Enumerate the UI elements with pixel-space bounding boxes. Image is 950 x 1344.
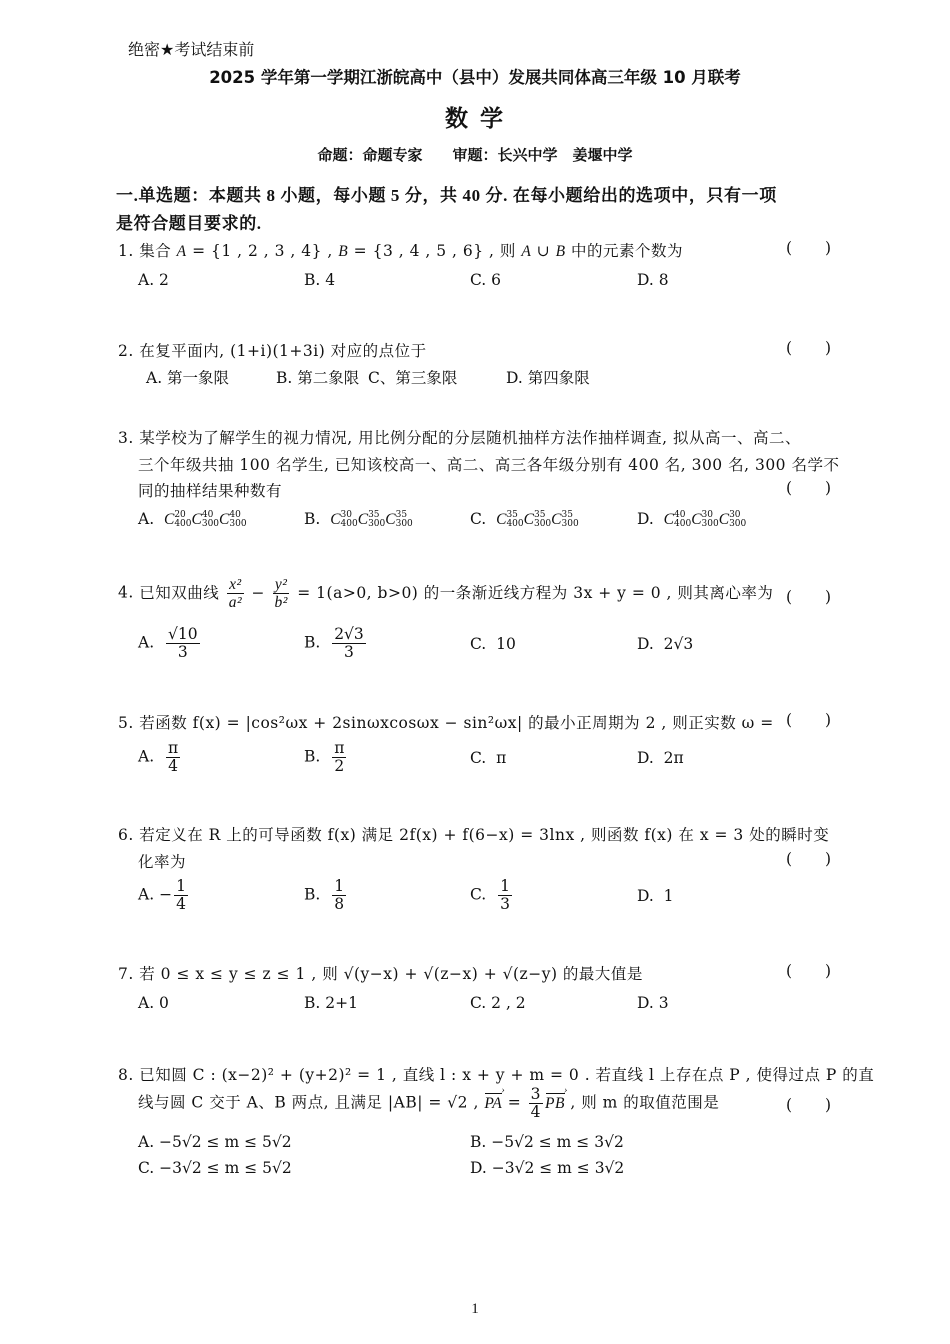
section-heading-line1: 一.单选题：本题共 8 小题，每小题 5 分，共 40 分. 在每小题给出的选项中，只有一项 <box>116 186 777 205</box>
option-b[interactable]: B. 第二象限 <box>276 369 360 387</box>
option-a[interactable]: A. $\frac{√10}{3}$ <box>138 625 198 662</box>
option-c[interactable]: C. 10 <box>470 635 516 653</box>
question-number: 2. <box>118 342 134 360</box>
option-c[interactable]: C. 2 , 2 <box>470 994 526 1012</box>
option-b[interactable]: B. $\frac{1}{8}$ <box>304 877 345 914</box>
question-stem-line1: 已知圆 C : (x−2)² + (y+2)² = 1 , 直线 l : x + y + m = 0 . 若直线 l 上存在点 P , 使得过点 P 的直 <box>139 1066 875 1084</box>
option-a[interactable]: A. 0 <box>138 994 169 1012</box>
answer-blank[interactable]: ( ) <box>786 711 846 729</box>
exam-title: 2025 学年第一学期江浙皖高中（县中）发展共同体高三年级 10 月联考 <box>209 68 741 87</box>
answer-blank[interactable]: ( ) <box>786 339 846 357</box>
option-a[interactable]: A. 第一象限 <box>146 369 230 387</box>
question-number: 1. <box>118 242 134 260</box>
question-number: 5. <box>118 714 134 732</box>
option-d[interactable]: D. 3 <box>637 994 669 1012</box>
option-c[interactable]: C. C 35 400 C 35 300 C 35 300 <box>470 510 579 529</box>
option-d[interactable]: D. −3√2 ≤ m ≤ 3√2 <box>470 1159 625 1177</box>
question-stem: 在复平面内, (1+i)(1+3i) 对应的点位于 <box>139 342 427 360</box>
option-b[interactable]: B. $\frac{2√3}{3}$ <box>304 625 364 662</box>
option-c[interactable]: C. −3√2 ≤ m ≤ 5√2 <box>138 1159 292 1177</box>
answer-blank[interactable]: ( ) <box>786 850 846 868</box>
subject-title: 数 学 <box>444 106 505 132</box>
question-stem: 若函数 f(x) = |cos²ωx + 2sinωxcosωx − sin²ωx| 的最小正周期为 2 , 则正实数 ω = <box>139 714 774 732</box>
option-c[interactable]: C. $\frac{1}{3}$ <box>470 877 510 914</box>
option-b[interactable]: B. $\frac{\pi}{2}$ <box>304 739 345 776</box>
option-a[interactable]: A. 2 <box>138 271 169 289</box>
option-c[interactable]: C、第三象限 <box>368 369 458 387</box>
answer-blank[interactable]: ( ) <box>786 1096 846 1114</box>
answer-blank[interactable]: ( ) <box>786 479 846 497</box>
section-heading-line2: 是符合题目要求的. <box>116 214 262 233</box>
option-a[interactable]: A. $\frac{\pi}{4}$ <box>138 739 179 776</box>
question-number: 8. <box>118 1066 134 1084</box>
answer-blank[interactable]: ( ) <box>786 239 846 257</box>
question-stem-line2: 三个年级共抽 100 名学生, 已知该校高一、高二、高三各年级分别有 400 名, 300 名, 300 名学不 <box>138 456 840 474</box>
question-number: 6. <box>118 826 134 844</box>
question-stem-line1: 某学校为了解学生的视力情况, 用比例分配的分层随机抽样方法作抽样调查, 拟从高一、高二、 <box>139 429 801 447</box>
option-d[interactable]: D. 第四象限 <box>506 369 590 387</box>
option-d[interactable]: D. C 40 400 C 30 300 C 30 300 <box>637 510 747 529</box>
option-a[interactable]: A. − $\frac{1}{4}$ <box>138 877 186 914</box>
option-b[interactable]: B. C 30 400 C 35 300 C 35 300 <box>304 510 413 529</box>
question-stem-line1: 若定义在 R 上的可导函数 f(x) 满足 2f(x) + f(6−x) = 3lnx , 则函数 f(x) 在 x = 3 处的瞬时变 <box>139 826 830 844</box>
option-b[interactable]: B. −5√2 ≤ m ≤ 3√2 <box>470 1133 624 1151</box>
question-stem: 若 0 ≤ x ≤ y ≤ z ≤ 1 , 则 √(y−x) + √(z−x) + √(z−y) 的最大值是 <box>139 965 643 983</box>
option-b[interactable]: B. 2+1 <box>304 994 358 1012</box>
option-d[interactable]: D. 2√3 <box>637 635 694 653</box>
option-d[interactable]: D. 8 <box>637 271 669 289</box>
option-a[interactable]: A. −5√2 ≤ m ≤ 5√2 <box>138 1133 292 1151</box>
answer-blank[interactable]: ( ) <box>786 962 846 980</box>
answer-blank[interactable]: ( ) <box>786 588 846 606</box>
credits-line: 命题：命题专家 审题：长兴中学 姜堰中学 <box>317 146 633 164</box>
option-d[interactable]: D. 2π <box>637 749 684 767</box>
question-number: 3. <box>118 429 134 447</box>
question-stem: 已知双曲线 $\frac{\text{x²}}{\text{a²}}$ − $\frac{\text{y²}}{\text{b²}}$ = 1(a>0, b>0) 的一条渐近线方程为 3x + y = 0 , 则其离心率为 <box>139 576 774 612</box>
option-d[interactable]: D. 1 <box>637 887 674 905</box>
option-a[interactable]: A. C 20 400 C 40 300 C 40 300 <box>138 510 247 529</box>
option-c[interactable]: C. π <box>470 749 507 767</box>
question-stem-line2: 线与圆 C 交于 A、B 两点, 且满足 |AB| = √2 , PA › = $\frac{3}{4}$ PB › , 则 m 的取值范围是 <box>138 1086 719 1121</box>
page-number: 1 <box>471 1301 479 1317</box>
question-stem: 集合 A = {1 , 2 , 3 , 4} , B = {3 , 4 , 5 , 6} , 则 A ∪ B 中的元素个数为 <box>139 242 684 260</box>
question-stem-line2: 化率为 <box>138 853 187 871</box>
confidential-label: 绝密★考试结束前 <box>128 40 255 59</box>
question-stem-line3: 同的抽样结果种数有 <box>138 482 283 500</box>
question-number: 7. <box>118 965 134 983</box>
option-b[interactable]: B. 4 <box>304 271 336 289</box>
question-number: 4. <box>118 583 134 602</box>
option-c[interactable]: C. 6 <box>470 271 502 289</box>
